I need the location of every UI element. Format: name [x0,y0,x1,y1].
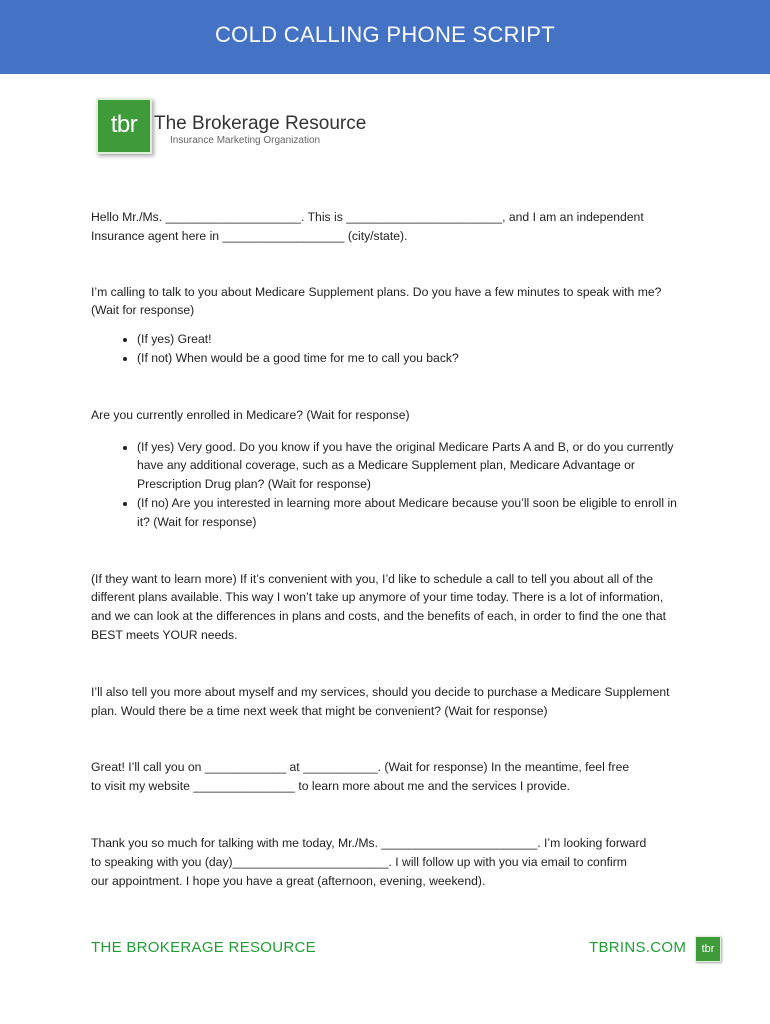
list-item: • (If no) Are you interested in learning more about Medicare because you’ll soon be eligible to enroll in it? (Wait for response) [137,494,681,532]
calling-paragraph: I’m calling to talk to you about Medicare Supplement plans. Do you have a few minutes to speak with me? (Wait for response) [91,284,662,318]
page-title-banner [0,0,770,74]
calling-bullet-list [91,330,681,368]
learn-more-paragraph: (If they want to learn more) If it’s convenient with you, I’d like to schedule a call to tell you about all of the different plans available. This way I won’t take up anymore of your time today. There is a lot of information, and we can look at the differences in plans and costs, and the benefits of each, in order to find the one that BEST meets YOUR needs. [91,571,667,642]
logo-tagline: Insurance Marketing Organization [170,135,321,146]
schedule-line-1: Great! I’ll call you on ____________ at ___________. (Wait for response) In the meantime, feel free [91,760,630,775]
enrolled-paragraph: Are you currently enrolled in Medicare? (Wait for response) [91,407,410,422]
intro-paragraph [91,208,681,246]
intro-line-2: Insurance agent here in __________________ (city/state). [91,228,408,243]
list-item: • (If not) When would be a good time for me to call you back? [137,349,681,368]
logo-mark: tbr [96,98,152,154]
thanks-paragraph [91,834,681,890]
enrolled-bullet-list [91,438,681,532]
about-paragraph: I’ll also tell you more about myself and my services, should you decide to purchase a Medicare Supplement plan. Would there be a time next week that might be convenient? (Wait for response) [91,684,670,718]
thanks-line-3: our appointment. I hope you have a great (afternoon, evening, weekend). [91,873,486,888]
intro-line-1: Hello Mr./Ms. ____________________. This is _______________________, and I am an independent [91,210,644,224]
logo-company-name: The Brokerage Resource [154,113,367,134]
page-title: COLD CALLING PHONE SCRIPT [214,22,555,47]
footer-logo-mark: tbr [695,936,721,962]
company-logo [96,98,367,158]
script-body [91,208,681,890]
footer-website: TBRINS.COM [589,939,687,956]
schedule-line-2: to visit my website _______________ to learn more about me and the services I provide. [91,779,570,794]
list-item: • (If yes) Very good. Do you know if you have the original Medicare Parts A and B, or do you currently have any additional coverage, such as a Medicare Supplement plan, Medicare Advantage or Prescription Drug plan? (Wait for response) [137,438,681,494]
schedule-paragraph [91,758,681,796]
footer-company-name: THE BROKERAGE RESOURCE [91,939,316,956]
list-item: • (If yes) Great! [137,330,681,349]
thanks-line-2: to speaking with you (day)_______________________. I will follow up with you via email to confirm [91,854,627,869]
thanks-line-1: Thank you so much for talking with me today, Mr./Ms. _______________________. I’m looking forward [91,835,647,850]
